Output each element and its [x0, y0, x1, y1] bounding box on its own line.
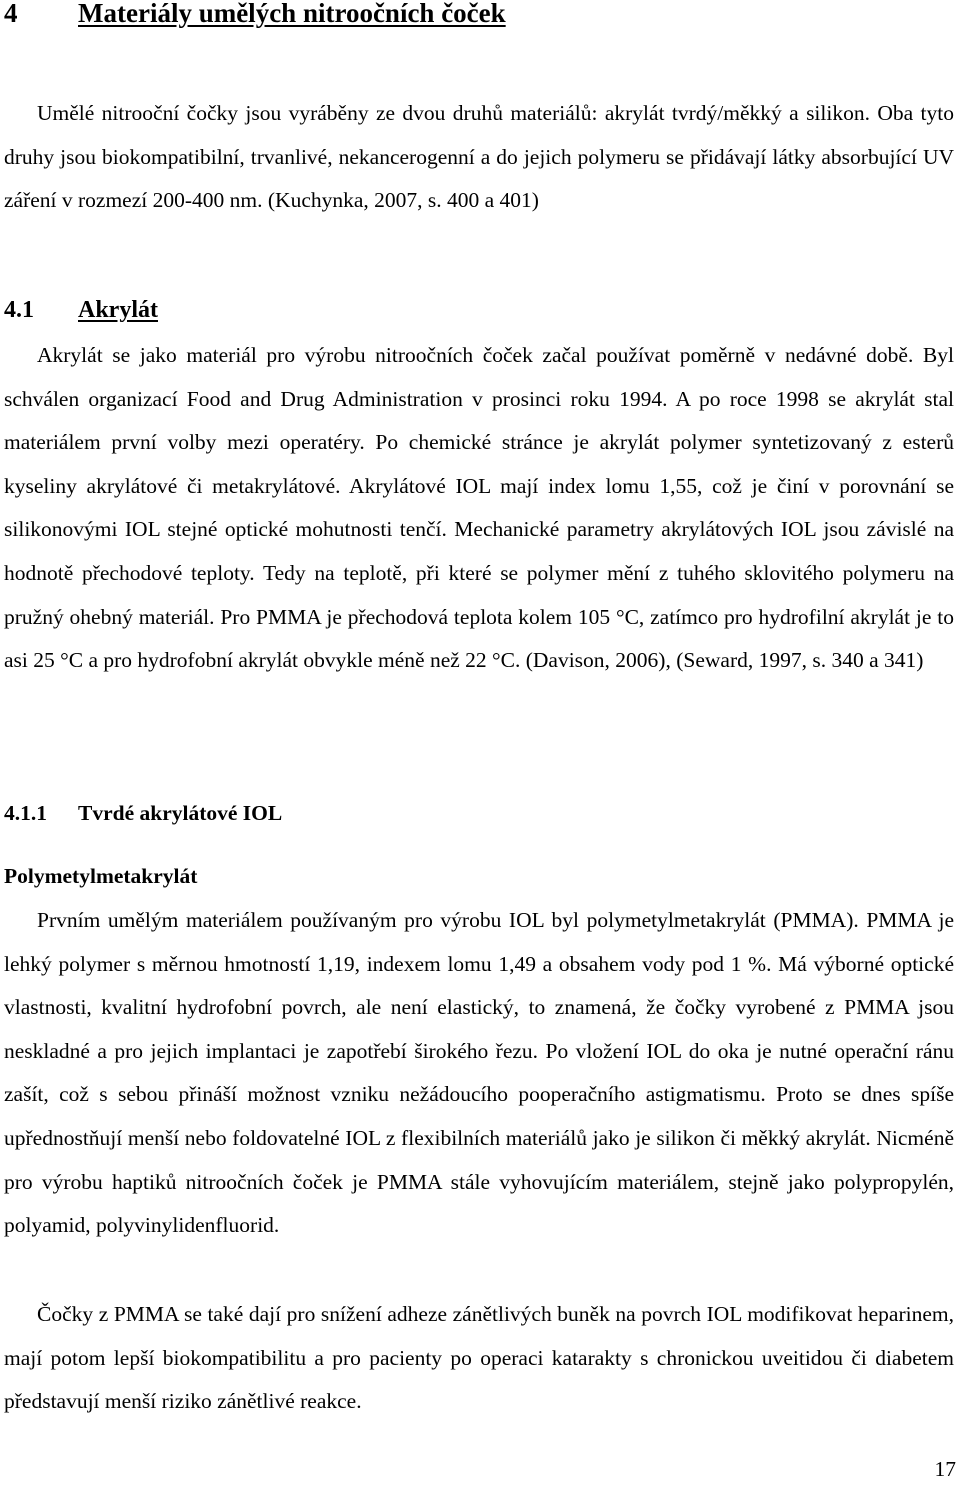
topic-heading: Polymetylmetakrylát: [4, 864, 198, 888]
acrylate-paragraph: [4, 334, 954, 683]
pmma-text-2: Čočky z PMMA se také dají pro snížení adheze zánětlivých buněk na povrch IOL modifikovat heparinem, mají potom lepší biokompatibilitu a pro pacienty po operaci katarakty s chronickou uveitidou či diabetem představují menší riziko zánětlivé reakce.: [4, 1302, 954, 1414]
page-number: 17: [934, 1457, 956, 1481]
intro-text: Umělé nitrooční čočky jsou vyráběny ze dvou druhů materiálů: akrylát tvrdý/měkký a silikon. Oba tyto druhy jsou biokompatibilní, trvanlivé, nekancerogenní a do jejich polymeru se přidávají látky absorbující UV záření v rozmezí 200-400 nm. (Kuchynka, 2007, s. 400 a 401): [4, 101, 954, 213]
subsection-title: Tvrdé akrylátové IOL: [78, 801, 283, 825]
section-heading: [4, 293, 954, 327]
pmma-paragraph-1: [4, 899, 954, 1248]
subsection-number: 4.1.1: [4, 801, 47, 825]
section-title: Akrylát: [78, 297, 158, 323]
subsection-heading: [4, 796, 954, 830]
pmma-text-1: Prvním umělým materiálem používaným pro výrobu IOL byl polymetylmetakrylát (PMMA). PMMA je lehký polymer s měrnou hmotností 1,19, indexem lomu 1,49 a obsahem vody pod 1 %. Má výborné optické vlastnosti, kvalitní hydrofobní povrch, ale není elastický, to znamená, že čočky vyrobené z PMMA jsou neskladné a pro jejich implantaci je zapotřebí širokého řezu. Po vložení IOL do oka je nutné operační ránu zašít, což s sebou přináší možnost vzniku nežádoucího pooperačního astigmatismu. Proto se dnes spíše upřednostňují menší nebo foldovatelné IOL z flexibilních materiálů jako je silikon či měkký akrylát. Nicméně pro výrobu haptiků nitroočních čoček je PMMA stále vyhovujícím materiálem, stejně jako polypropylén, polyamid, polyvinylidenfluorid.: [4, 908, 954, 1238]
chapter-number: 4: [4, 0, 18, 28]
intro-paragraph: [4, 92, 954, 223]
section-number: 4.1: [4, 297, 34, 323]
acrylate-text: Akrylát se jako materiál pro výrobu nitroočních čoček začal používat poměrně v nedávné době. Byl schválen organizací Food and Drug Administration v prosinci roku 1994. A po roce 1998 se akrylát stal materiálem první volby mezi operatéry. Po chemické stránce je akrylát polymer syntetizovaný z esterů kyseliny akrylátové či metakrylátové. Akrylátové IOL mají index lomu 1,55, což je činí v porovnání se silikonovými IOL stejné optické mohutnosti tenčí. Mechanické parametry akrylátových IOL jsou závislé na hodnotě přechodové teploty. Tedy na teplotě, při které se polymer mění z tuhého sklovitého polymeru na pružný ohebný materiál. Pro PMMA je přechodová teplota kolem 105 °C, zatímco pro hydrofilní akrylát je to asi 25 °C a pro hydrofobní akrylát obvykle méně než 22 °C. (Davison, 2006), (Seward, 1997, s. 340 a 341): [4, 343, 954, 673]
chapter-heading: [4, 0, 954, 30]
pmma-paragraph-2: [4, 1293, 954, 1424]
chapter-title: Materiály umělých nitroočních čoček: [78, 0, 506, 28]
